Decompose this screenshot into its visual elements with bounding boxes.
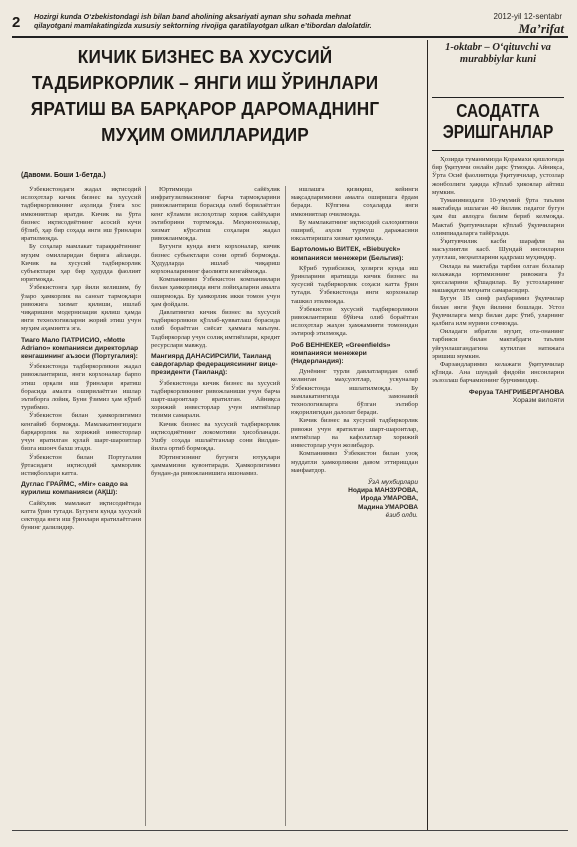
paragraph: Компаниямиз Ўзбекистон компаниялари билан ҳамкорликда янги лойиҳаларни амалга оширмоқда. Бу ҳамкорлик икки томон учун ҳам фойдали. bbox=[151, 276, 280, 308]
signature-name: Мадина УМАРОВА bbox=[358, 503, 418, 511]
paragraph: Ўзбекистонда тадбиркорликни жадал ривожлантириш, янги корхоналар барпо этиш орқали иш ўринлари яратиш борасида амалга оширилаётган ишлар эътиборга лойиқ. Буни ўзимиз ҳам кўриб турибмиз. bbox=[21, 363, 141, 412]
article-headline: КИЧИК БИЗНЕС ВА ХУСУСИЙ ТАДБИРКОРЛИК – ЯНГИ ИШ ЎРИНЛАРИ ЯРАТИШ ВА БАРҚАРОР ДАРОМАДНИНГ МУҲИМ ОМИЛЛАРИДИР bbox=[30, 46, 380, 145]
sidebar-author bbox=[432, 389, 564, 405]
header-motto: Hozirgi kunda O‘zbekistondagi ish bilan band aholining aksariyati aynan shu sohada mehnat qilayotgani mamlakatingizda xususiy sektorning rivojiga qaratilayotgan ulkan e’tibordan dalolatdir. bbox=[34, 12, 372, 30]
paragraph: Ўзбекистонда кичик бизнес ва хусусий тадбиркорликнинг ривожланиши учун барча шарт-шароитлар яратилган. Айниқса хорижий инвесторлар учун имтиёзлар тизими самарали. bbox=[151, 379, 280, 420]
speaker-heading bbox=[21, 481, 141, 497]
speaker-name: Тиаго Мало ПАТРИСИО, bbox=[21, 336, 102, 344]
paragraph: Фарзандларимиз келажаги ўқитувчилар қўлида. Ана шундай фидойи инсонларни эъзозлаш барчамизнинг бурчимиздир. bbox=[432, 361, 564, 385]
paragraph: Кичик бизнес ва хусусий тадбиркорлик ривожи учун яратилган шарт-шароитлар, имтиёзлар ва кафолатлар хорижий инвесторлар учун жозибадор. bbox=[291, 417, 418, 450]
paragraph: Компаниямиз Ўзбекистон билан узоқ муддатли ҳамкорликни давом эттиришдан манфаатдор. bbox=[291, 450, 418, 474]
paragraph: Ўқитувчилик касби шарафли ва масъулиятли касб. Шундай инсонларни улуғлаш, меҳнатларини қадрлаш муҳимдир. bbox=[432, 238, 564, 262]
signature-role: ЎзА мухбирлари bbox=[367, 478, 418, 486]
article-signatures bbox=[291, 479, 418, 520]
sidebar-rule-top bbox=[432, 97, 564, 98]
paragraph: Ўзбекистон хусусий тадбиркорликни ривожлантириш бўйича олиб бораётган ислоҳотлар жаҳон ҳамжамияти томонидан эътироф этилмоқда. bbox=[291, 305, 418, 338]
speaker-heading bbox=[151, 353, 280, 378]
paragraph: Бугунги кунда янги корхоналар, кичик бизнес субъектлари сони ортиб бормоқда. Ҳудудларда ишлаб чиқариш корхоналарининг фаолияти кенгаймоқда. bbox=[151, 243, 280, 276]
speaker-heading bbox=[21, 337, 141, 362]
speaker-name: Бартоломью ВИТЕК, bbox=[291, 246, 361, 254]
paragraph: Ҳозирда туманимизда Қорамахи қишлоғида бир ўқитувчи онлайн дарс ўтмоқда. Айниқса, Ўрта Осиё фаолиятида ўқитувчилар, устозлар жонбозлиги ҳақида кўплаб ҳикоялар айтиш мумкин. bbox=[432, 156, 564, 196]
paragraph: Бугун 1В синф раҳбаримиз ўқувчилар билан янги ўқув йилини бошлади. Устоз ўқувчиларга меҳр билан дарс ўтиб, уларнинг қалбига илм нурини сочмоқда. bbox=[432, 295, 564, 328]
paragraph: Кичик бизнес ва хусусий тадбиркорлик иқтисодиётнинг локомотиви ҳисобланади. Ушбу соҳада ишлаётганлар сони йилдан-йилга ортиб бормоқда. bbox=[151, 420, 280, 453]
sidebar-rule-bottom bbox=[432, 150, 564, 151]
author-name: Феруза ТАНГРИБЕРГАНОВА bbox=[468, 388, 564, 396]
header-divider bbox=[12, 36, 568, 38]
newspaper-masthead: Ma’rifat bbox=[518, 21, 564, 36]
paragraph: Кўриб турибсизки, ҳозирги кунда иш ўринларини яратишда кичик бизнес ва хусусий тадбиркорлик соҳаси катта ўрин тутади. Ўзбекистонда янги корхоналар ташкил этилмоқда. bbox=[291, 264, 418, 305]
footer-rule bbox=[12, 830, 568, 831]
paragraph: Оилада ва мактабда тарбия олган болалар келажакда юртимизнинг ривожига ўз ҳиссаларини қўшадилар. Бу устозларнинг машаққатли меҳнати самарасидир. bbox=[432, 262, 564, 295]
speaker-heading bbox=[291, 342, 418, 367]
article-column-3 bbox=[291, 186, 418, 826]
speaker-role: «Greenfields» компанияси менежери (Нидерландия): bbox=[291, 341, 391, 366]
speaker-role: «Biebuyck» компанияси менежери (Бельгия): bbox=[291, 246, 404, 262]
issue-date: 2012-yil 12-sentabr bbox=[493, 12, 562, 21]
paragraph: Бу мамлакатнинг иқтисодий салоҳиятини ошириб, аҳоли турмуш даражасини юксалтиришга хизмат қилмоқда. bbox=[291, 218, 418, 243]
column-divider bbox=[285, 186, 286, 826]
speaker-name: Дуглас ГРАЙМС, «Mir» савдо ва курилиш компанияси (АҚШ): bbox=[21, 481, 128, 497]
speaker-name: Роб ВЕННЕКЕР, bbox=[291, 341, 344, 349]
paragraph: Ўзбекистон билан Португалия ўртасидаги иқтисодий ҳамкорлик истиқболлари катта. bbox=[21, 453, 141, 477]
sidebar-headline: САОДАТГА ЭРИШГАНЛАР bbox=[442, 101, 554, 142]
column-divider bbox=[145, 186, 146, 826]
paragraph: Ўзбекистон билан ҳамкорлигимиз кенгайиб бормоқда. Мамлакатингиздаги барқарорлик ва хорижий инвесторлар учун яратилган қулай шарт-шароитлар бизга ишонч бахш этади. bbox=[21, 412, 141, 453]
page-number: 2 bbox=[12, 14, 21, 31]
paragraph: Туманимиздаги 10-умумий ўрта таълим мактабида ишлаган 40 йиллик педагог бугун ҳам ёш авлодга билим бериб келмоқда. Мактаб ўқитувчилари кўплаб ўқувчиларни олимпиадаларга тайёрлади. bbox=[432, 197, 564, 237]
paragraph: Дунёнинг турли давлатларидан олиб келинган маҳсулотлар, ускуналар Ўзбекистонда ишлатилмоқда. Бу мамлакатингизда замонавий технологияларга бўлган эътибор юқорилигидан далолат беради. bbox=[291, 368, 418, 417]
sidebar-divider bbox=[427, 40, 428, 830]
speaker-name: Мангиярд ДАНАСИРСИЛИ, bbox=[151, 353, 241, 361]
speaker-role: Таиланд савдогарлар федерациясининг вице-президенти (Таиланд): bbox=[151, 353, 278, 377]
paragraph: Давлатингиз кичик бизнес ва хусусий тадбиркорликни қўллаб-қувватлаш борасида олиб бораётган сиёсат ҳаммага маълум. Тадбиркорлар учун солиқ имтиёзлари, кредит ресурслари мавжуд. bbox=[151, 309, 280, 349]
article-column-2 bbox=[151, 186, 280, 826]
paragraph: Ўзбекистондаги жадал иқтисодий ислоҳотлар кичик бизнес ва хусусий тадбиркорликнинг аҳолида ўзига хос имкониятлар яратди. Кичик ва ўрта бизнес иқтисодиётнинг асосий кучи бўлиб, ҳар бир соҳада янги иш ўринлари яратилмоқда. bbox=[21, 186, 141, 243]
signature-tag: ёзиб олди. bbox=[385, 511, 418, 519]
continued-note: (Давоми. Боши 1-бетда.) bbox=[21, 172, 106, 179]
speaker-heading bbox=[291, 246, 418, 262]
speaker-role: «Motte Adriano» компанияси директорлар кенгашининг аъзоси (Португалия): bbox=[21, 336, 139, 361]
signature-name: Нодира МАНЗУРОВА, bbox=[348, 487, 418, 495]
paragraph: Сайёҳлик мамлакат иқтисодиётида катта ўрин тутади. Бугунги кунда хусусий секторда янги иш ўринлари яратилаётгани бунинг далилидир. bbox=[21, 499, 141, 532]
author-location: Хоразм вилояти bbox=[512, 396, 564, 404]
page-header bbox=[12, 12, 568, 34]
sidebar-column bbox=[432, 156, 564, 826]
sidebar-kicker: 1-oktabr – O‘qituvchi va murabbiylar kuni bbox=[445, 42, 551, 65]
paragraph: Оиладаги ибратли муҳит, ота-онанинг тарбияси билан мактабдаги таълим уйғунлашгандагина кутилган натижага эришиш мумкин. bbox=[432, 328, 564, 360]
paragraph: Юртингизнинг бугунги ютуқлари ҳаммамизни қувонтиради. Ҳамкорлигимиз бундан-да ривожланишига ишонамиз. bbox=[151, 453, 280, 477]
article-column-1 bbox=[21, 186, 141, 826]
paragraph: Ўзбекистонга ҳар йили келишим, бу ўзаро ҳамкорлик ва саноат тармоқлари ривожига хизмат қилиши, ишлаб чиқаришни модернизация қилиш ҳамда янги технологияларни жорий этиш учун муҳим аҳамиятга эга. bbox=[21, 284, 141, 333]
paragraph: ишлашга қизиқиш, кейинги мақсадларимизни амалга оширишга ёрдам беради. Кўпгина соҳаларда янги имкониятлар очилмоқда. bbox=[291, 186, 418, 218]
paragraph: Бу соҳалар мамлакат тараққиётининг муҳим омилларидан бирига айланди. Кичик ва хусусий тадбиркорлик субъектлари ҳар бир ҳудудда фаолият юритмоқда. bbox=[21, 243, 141, 284]
signature-name: Ирода УМАРОВА, bbox=[360, 495, 418, 503]
paragraph: Юртимизда сайёҳлик инфратузилмасининг барча тармоқларини ривожлантириш борасида олиб борилаётган кенг кўламли ислоҳотлар хориж сайёҳлари эътиборини тортмоқда. Меҳмонхоналар, хизмат кўрсатиш соҳалари жадал ривожланмоқда. bbox=[151, 186, 280, 243]
